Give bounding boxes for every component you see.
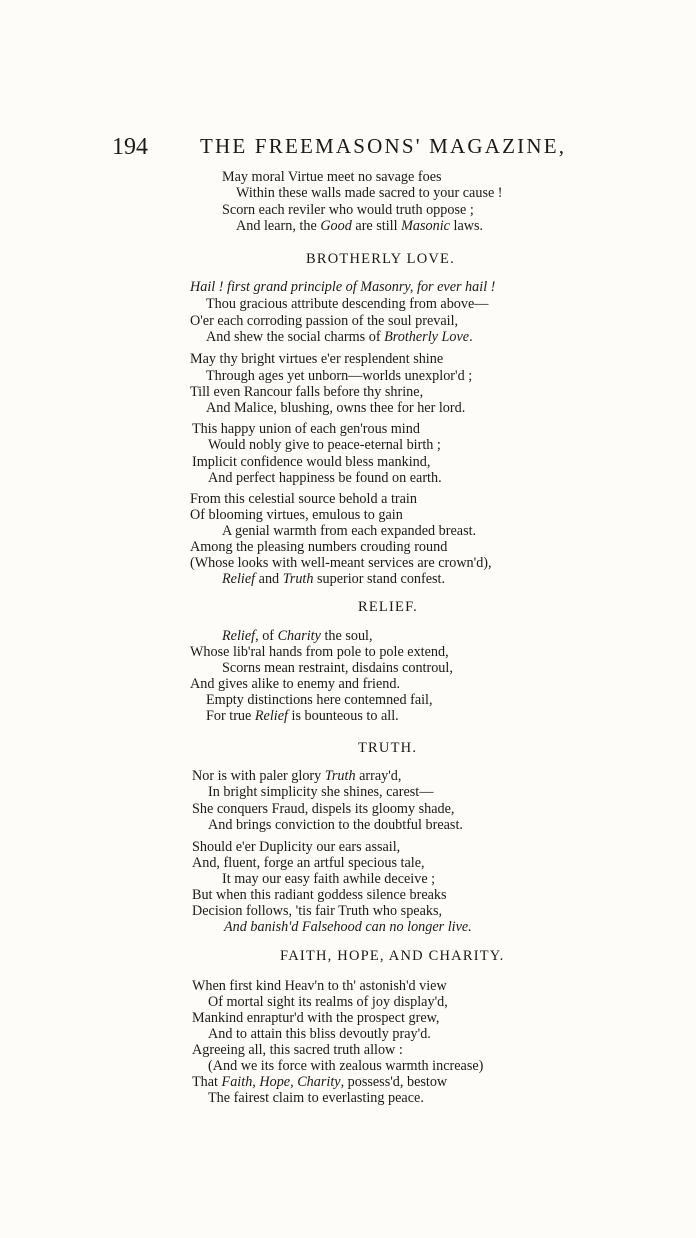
verse-line — [206, 707, 399, 725]
verse-text: And learn, the — [236, 218, 321, 234]
verse-text: And perfect happiness be found on earth. — [208, 470, 442, 486]
verse-text: Mankind enraptur'd with the prospect grew, — [192, 1010, 440, 1026]
section-heading-brotherly-love: BROTHERLY LOVE. — [306, 251, 455, 267]
italic-word: Charity — [277, 628, 321, 644]
verse-text: Within these walls made sacred to your cause ! — [236, 185, 503, 201]
verse-text: (And we its force with zealous warmth increase) — [208, 1058, 484, 1074]
verse-text: This happy union of each gen'rous mind — [192, 421, 420, 437]
verse-text: Scorns mean restraint, disdains controul, — [222, 660, 453, 676]
verse-text: O'er each corroding passion of the soul prevail, — [190, 313, 459, 329]
verse-text: , of — [255, 628, 278, 644]
verse-line — [208, 783, 433, 801]
verse-text: the soul, — [320, 628, 373, 644]
page-header — [0, 134, 696, 162]
section-heading-faith-hope-charity: FAITH, HOPE, AND CHARITY. — [280, 948, 505, 964]
verse-text: Hail ! first grand principle of Masonry, for ever hail ! — [190, 279, 496, 295]
verse-text: Empty distinctions here contemned fail, — [206, 692, 433, 708]
verse-text: Of mortal sight its realms of joy display'd, — [208, 994, 448, 1010]
verse-text: And to attain this bliss devoutly pray'd. — [208, 1026, 431, 1042]
verse-text: That — [192, 1074, 222, 1090]
verse-text: are still — [351, 218, 402, 234]
verse-text: Nor is with paler glory — [192, 768, 325, 784]
verse-text: Decision follows, 'tis fair Truth who speaks, — [192, 903, 443, 919]
verse-line — [206, 399, 465, 417]
verse-text: superior stand confest. — [313, 571, 446, 587]
verse-text: A genial warmth from each expanded breast. — [222, 523, 477, 539]
verse-text: Till even Rancour falls before thy shrine, — [190, 384, 424, 400]
verse-text: In bright simplicity she shines, carest— — [208, 784, 434, 800]
verse-text: Scorn each reviler who would truth oppose ; — [222, 202, 474, 218]
verse-text: And gives alike to enemy and friend. — [190, 676, 400, 692]
italic-word: Faith, Hope, Charity — [221, 1074, 341, 1090]
italic-word: Truth — [324, 768, 356, 784]
verse-line — [208, 436, 441, 454]
verse-line — [208, 1089, 424, 1107]
verse-text: Among the pleasing numbers crouding round — [190, 539, 448, 555]
verse-text: And brings conviction to the doubtful breast. — [208, 817, 463, 833]
italic-word: Relief — [222, 571, 256, 587]
verse-text: Through ages yet unborn—worlds unexplor'd ; — [206, 368, 473, 384]
verse-text: From this celestial source behold a train — [190, 491, 417, 507]
verse-text: and — [255, 571, 283, 587]
verse-line — [206, 295, 488, 313]
italic-word: Truth — [282, 571, 314, 587]
verse-line — [222, 570, 445, 588]
verse-text: When first kind Heav'n to th' astonish'd view — [192, 978, 447, 994]
verse-text: array'd, — [355, 768, 402, 784]
section-heading-relief: RELIEF. — [358, 599, 418, 615]
verse-text: It may our easy faith awhile deceive ; — [222, 871, 436, 887]
italic-word: Brotherly Love — [384, 329, 470, 345]
verse-line — [224, 918, 472, 936]
verse-text: The fairest claim to everlasting peace. — [208, 1090, 424, 1106]
italic-word: Masonic — [401, 218, 450, 234]
verse-text: Should e'er Duplicity our ears assail, — [192, 839, 401, 855]
verse-line — [208, 469, 442, 487]
verse-text: laws. — [449, 218, 484, 234]
verse-line — [206, 328, 473, 346]
verse-line — [236, 217, 483, 235]
verse-text: Thou gracious attribute descending from above— — [206, 296, 489, 312]
verse-line — [208, 816, 463, 834]
verse-text: Of blooming virtues, emulous to gain — [190, 507, 403, 523]
italic-word: Relief — [222, 628, 256, 644]
verse-text: And banish'd Falsehood can no longer live. — [224, 919, 472, 935]
verse-text: And, fluent, forge an artful specious tale, — [192, 855, 425, 871]
verse-text: Would nobly give to peace-eternal birth ; — [208, 437, 441, 453]
verse-text: And Malice, blushing, owns thee for her lord. — [206, 400, 466, 416]
page-number: 194 — [112, 134, 148, 160]
verse-text: Whose lib'ral hands from pole to pole extend, — [190, 644, 449, 660]
verse-text: But when this radiant goddess silence breaks — [192, 887, 447, 903]
verse-line — [190, 350, 443, 368]
running-title: THE FREEMASONS' MAGAZINE, — [200, 134, 567, 158]
verse-text: Agreeing all, this sacred truth allow : — [192, 1042, 403, 1058]
verse-text: And shew the social charms of — [206, 329, 385, 345]
section-heading-truth: TRUTH. — [358, 740, 418, 756]
verse-text: For true — [206, 708, 255, 724]
verse-text: May thy bright virtues e'er resplendent shine — [190, 351, 444, 367]
verse-text: , possess'd, bestow — [340, 1074, 448, 1090]
verse-text: May moral Virtue meet no savage foes — [222, 169, 442, 185]
italic-word: Relief — [254, 708, 288, 724]
verse-line — [236, 184, 503, 202]
verse-text: She conquers Fraud, dispels its gloomy shade, — [192, 801, 455, 817]
verse-line — [190, 278, 495, 296]
verse-text: (Whose looks with well-meant services are crown'd), — [190, 555, 492, 571]
italic-word: Good — [320, 218, 352, 234]
verse-text: Implicit confidence would bless mankind, — [192, 454, 431, 470]
verse-text: . — [469, 329, 473, 345]
verse-text: is bounteous to all. — [287, 708, 399, 724]
